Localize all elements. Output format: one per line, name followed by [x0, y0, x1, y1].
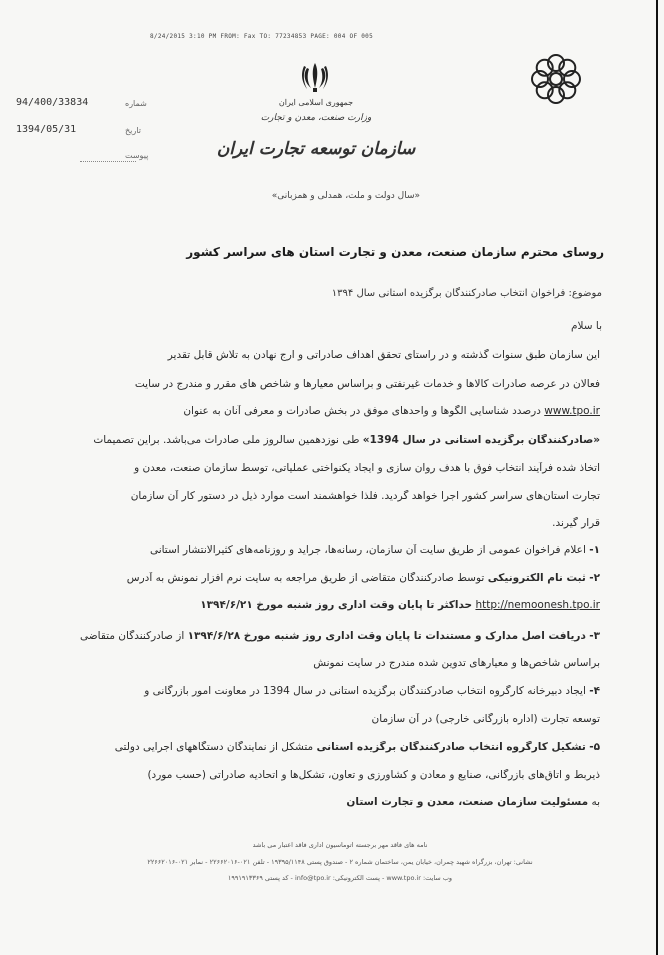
- fax-header: 8/24/2015 3:10 PM FROM: Fax TO: 77234853 PAGE: 004 OF 005: [150, 33, 374, 40]
- reference-date: 1394/05/31: [16, 124, 77, 135]
- item-5-number: ۵-: [589, 741, 600, 753]
- reference-number-label: شماره: [125, 99, 147, 108]
- list-item-4: [40, 685, 600, 697]
- year-slogan: «سال دولت و ملت، همدلی و همزبانی»: [271, 191, 420, 201]
- list-item-3: [40, 630, 600, 642]
- body-line-7: قرار گیرند.: [552, 517, 600, 529]
- list-item-2: [40, 572, 600, 584]
- item-3-number: ۳-: [589, 630, 600, 642]
- list-item-2-line-2: [40, 599, 600, 611]
- item-5-bold: تشکیل کارگروه انتخاب صادرکنندگان برگزیده استانی: [316, 741, 586, 753]
- item-3-bold: دریافت اصل مدارک و مستندات تا پایان وقت اداری روز شنبه مورخ ۱۳۹۴/۶/۲۸: [187, 630, 586, 642]
- item-4-number: ۴-: [589, 685, 600, 697]
- letterhead-organization: سازمان توسعه تجارت ایران: [216, 139, 416, 159]
- body-line-4: [68, 434, 600, 446]
- list-item-1: [40, 544, 600, 556]
- reference-date-row: [16, 124, 76, 135]
- list-item-5: [40, 741, 600, 753]
- iran-emblem-icon: [298, 60, 332, 94]
- item-2-number: ۲-: [589, 572, 600, 584]
- body-line-4-bold: «صادرکنندگان برگزیده استانی در سال 1394»: [362, 434, 600, 446]
- item-5-line-3-bold: مسئولیت سازمان صنعت، معدن و تجارت استان: [346, 796, 589, 808]
- reference-date-label: تاریخ: [125, 126, 141, 135]
- body-line-1: این سازمان طبق سنوات گذشته و در راستای تحقق اهداف صادراتی و ارج نهادن به تلاش قابل تقدیر: [167, 349, 600, 361]
- item-3-text: از صادرکنندگان متقاضی: [80, 630, 185, 642]
- body-line-6: تجارت استان‌های سراسر کشور اجرا خواهد گردید. فلذا خواهشمند است موارد ذیل در دستور کار آن سازمان: [130, 490, 600, 502]
- footer-contact: وب سایت: www.tpo.ir - پست الکترونیکی: info@tpo.ir - کد پستی ۱۹۹۱۹۱۳۳۶۹: [227, 874, 453, 882]
- item-1-text: اعلام فراخوان عمومی از طریق سایت آن سازمان، رسانه‌ها، جراید و روزنامه‌های کثیرالانتشار استانی: [149, 544, 586, 556]
- list-item-4-line-2: توسعه تجارت (اداره بازرگانی خارجی) در آن سازمان: [371, 713, 600, 725]
- recipient-line: روسای محترم سازمان صنعت، معدن و تجارت استان های سراسر کشور: [186, 245, 604, 259]
- list-item-3-line-2: براساس شاخص‌ها و معیارهای تدوین شده مندرج در سایت نمونش: [313, 657, 600, 669]
- item-5-text: متشکل از نمایندگان دستگاههای اجرایی دولتی: [114, 741, 314, 753]
- list-item-5-line-2: ذیربط و اتاق‌های بازرگانی، صنایع و معادن و کشاورزی و تعاون، تشکل‌ها و اتحادیه صادراتی (حسب مورد): [147, 769, 600, 781]
- subject-line: موضوع: فراخوان انتخاب صادرکنندگان برگزیده استانی سال ۱۳۹۴: [331, 288, 602, 299]
- attachment-line: [80, 160, 136, 162]
- body-line-2: فعالان در عرصه صادرات کالاها و خدمات غیرنفتی و براساس معیارها و شاخص های مقرر و مندرج در سایت: [134, 378, 600, 390]
- body-line-3: [68, 405, 600, 417]
- item-5-line-3-text: به: [591, 796, 600, 808]
- item-2-bold: ثبت نام الکترونیکی: [487, 572, 586, 584]
- footer-address: نشانی: تهران، بزرگراه شهید چمران، خیابان یمن، ساختمان شماره ۲ - صندوق پستی ۱۹۳۹۵/۱۱۴۸ - تلفن ۰۲۱-۲۲۶۶۲۰۱۶ - نمابر ۰۲۱-۲۲۶۶۲۰۱۶: [147, 858, 533, 866]
- reference-number-row: [16, 97, 89, 108]
- tpo-logo-icon: [523, 46, 589, 112]
- attachment-label: پیوست: [125, 151, 149, 160]
- body-line-5: اتخاذ شده فرآیند انتخاب فوق با هدف روان سازی و ایجاد یکنواختی عملیاتی، توسط سازمان صنعت، معدن و: [134, 462, 600, 474]
- item-2-text: توسط صادرکنندگان متقاضی از طریق مراجعه به سایت نرم افزار نمونش به آدرس: [126, 572, 485, 584]
- reference-number: 94/400/33834: [16, 97, 89, 108]
- item-1-number: ۱-: [589, 544, 600, 556]
- footer-notice: نامه های فاقد مهر برجسته اتوماسیون اداری فاقد اعتبار می باشد: [252, 841, 428, 849]
- body-line-3-text: درصدد شناسایی الگوها و واحدهای موفق در بخش صادرات و معرفی آنان به عنوان: [183, 405, 541, 417]
- scan-edge: [656, 0, 658, 955]
- item-2-deadline: حداکثر تا پایان وقت اداری روز شنبه مورخ ۱۳۹۴/۶/۲۱: [200, 599, 473, 611]
- nemoonesh-link[interactable]: http://nemoonesh.tpo.ir: [475, 599, 600, 611]
- greeting: با سلام: [570, 320, 602, 332]
- letterhead-ministry: وزارت صنعت، معدن و تجارت: [260, 113, 372, 123]
- body-line-4-text: طی نوزدهمین سالروز ملی صادرات می‌باشد. براین تصمیمات: [93, 434, 360, 446]
- list-item-5-line-3: [40, 796, 600, 808]
- item-4-text: ایجاد دبیرخانه کارگروه انتخاب صادرکنندگان برگزیده استانی در سال 1394 در معاونت امور بازرگانی و: [144, 685, 586, 697]
- tpo-website-link[interactable]: www.tpo.ir: [544, 405, 600, 417]
- letterhead-republic: جمهوری اسلامی ایران: [278, 98, 354, 107]
